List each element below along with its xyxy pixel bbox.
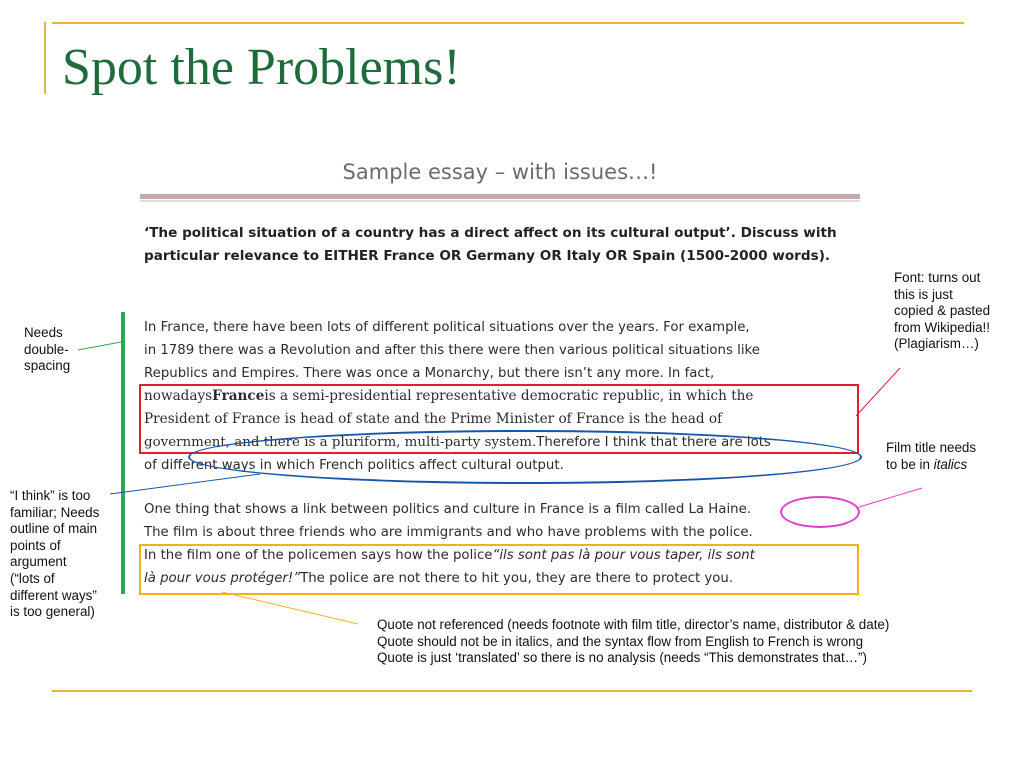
bold-france: France: [212, 388, 265, 404]
font-connector: [856, 368, 900, 416]
paragraph-line: in 1789 there was a Revolution and after this there were then various political situations like: [144, 343, 760, 358]
paragraph-line-plagiarised: nowadays France is a semi-presidential representative democratic republic, in which the: [144, 385, 860, 408]
film-title-connector: [856, 488, 922, 508]
paragraph-line: of different ways in which French politics affect cultural output.: [144, 458, 564, 473]
slide-title: Spot the Problems!: [62, 39, 461, 96]
paragraph-line-plagiarised: President of France is head of state and the Prime Minister of France is the head of: [144, 411, 723, 427]
paragraph-line: The film is about three friends who are immigrants and who have problems with the police.: [144, 525, 753, 540]
quote-connector: [222, 592, 358, 624]
paragraph-line-mixed: government, and there is a pluriform, multi-party system. Therefore I think that there are lots: [144, 435, 771, 450]
paragraph-line-quote: In the film one of the policemen says how the police “ils sont pas là pour vous taper, ils sont: [144, 544, 860, 567]
paragraph-line: One thing that shows a link between politics and culture in France is a film called La Haine.: [144, 502, 751, 517]
note-quote-problems: Quote not referenced (needs footnote with film title, director’s name, distributor & date) Quote should not be in italics, and the syntax flow from English to French is wrong Quote is just ‘translated’ so there is no analysis (needs “This demonstrates that…”): [377, 617, 890, 666]
spacing-connector: [78, 342, 121, 350]
paragraph-line: In France, there have been lots of different political situations over the years. For example,: [144, 320, 750, 335]
note-film-title: Film title needs to be in italics: [886, 440, 977, 472]
paragraph-line: Republics and Empires. There was once a Monarchy, but there isn’t any more. In fact,: [144, 366, 715, 381]
question-line: particular relevance to EITHER France OR Germany OR Italy OR Spain (1500-2000 words).: [144, 248, 831, 264]
note-font-plagiarism: Font: turns out this is just copied & pasted from Wikipedia!! (Plagiarism…): [894, 270, 991, 352]
paragraph-line-quote: là pour vous protéger!” The police are not there to hit you, they are there to protect you.: [144, 567, 860, 590]
note-i-think: “I think” is too familiar; Needs outline of main points of argument (“lots of different ways” is too general): [10, 488, 100, 620]
question-line: ‘The political situation of a country has a direct affect on its cultural output’. Discuss with: [144, 225, 837, 241]
french-quote: “ils sont pas là pour vous taper, ils sont: [492, 548, 755, 563]
i-think-connector: [110, 474, 260, 494]
essay-heading: Sample essay – with issues…!: [342, 160, 658, 184]
french-quote: là pour vous protéger!”: [144, 571, 301, 586]
note-double-spacing: Needs double- spacing: [24, 325, 71, 374]
